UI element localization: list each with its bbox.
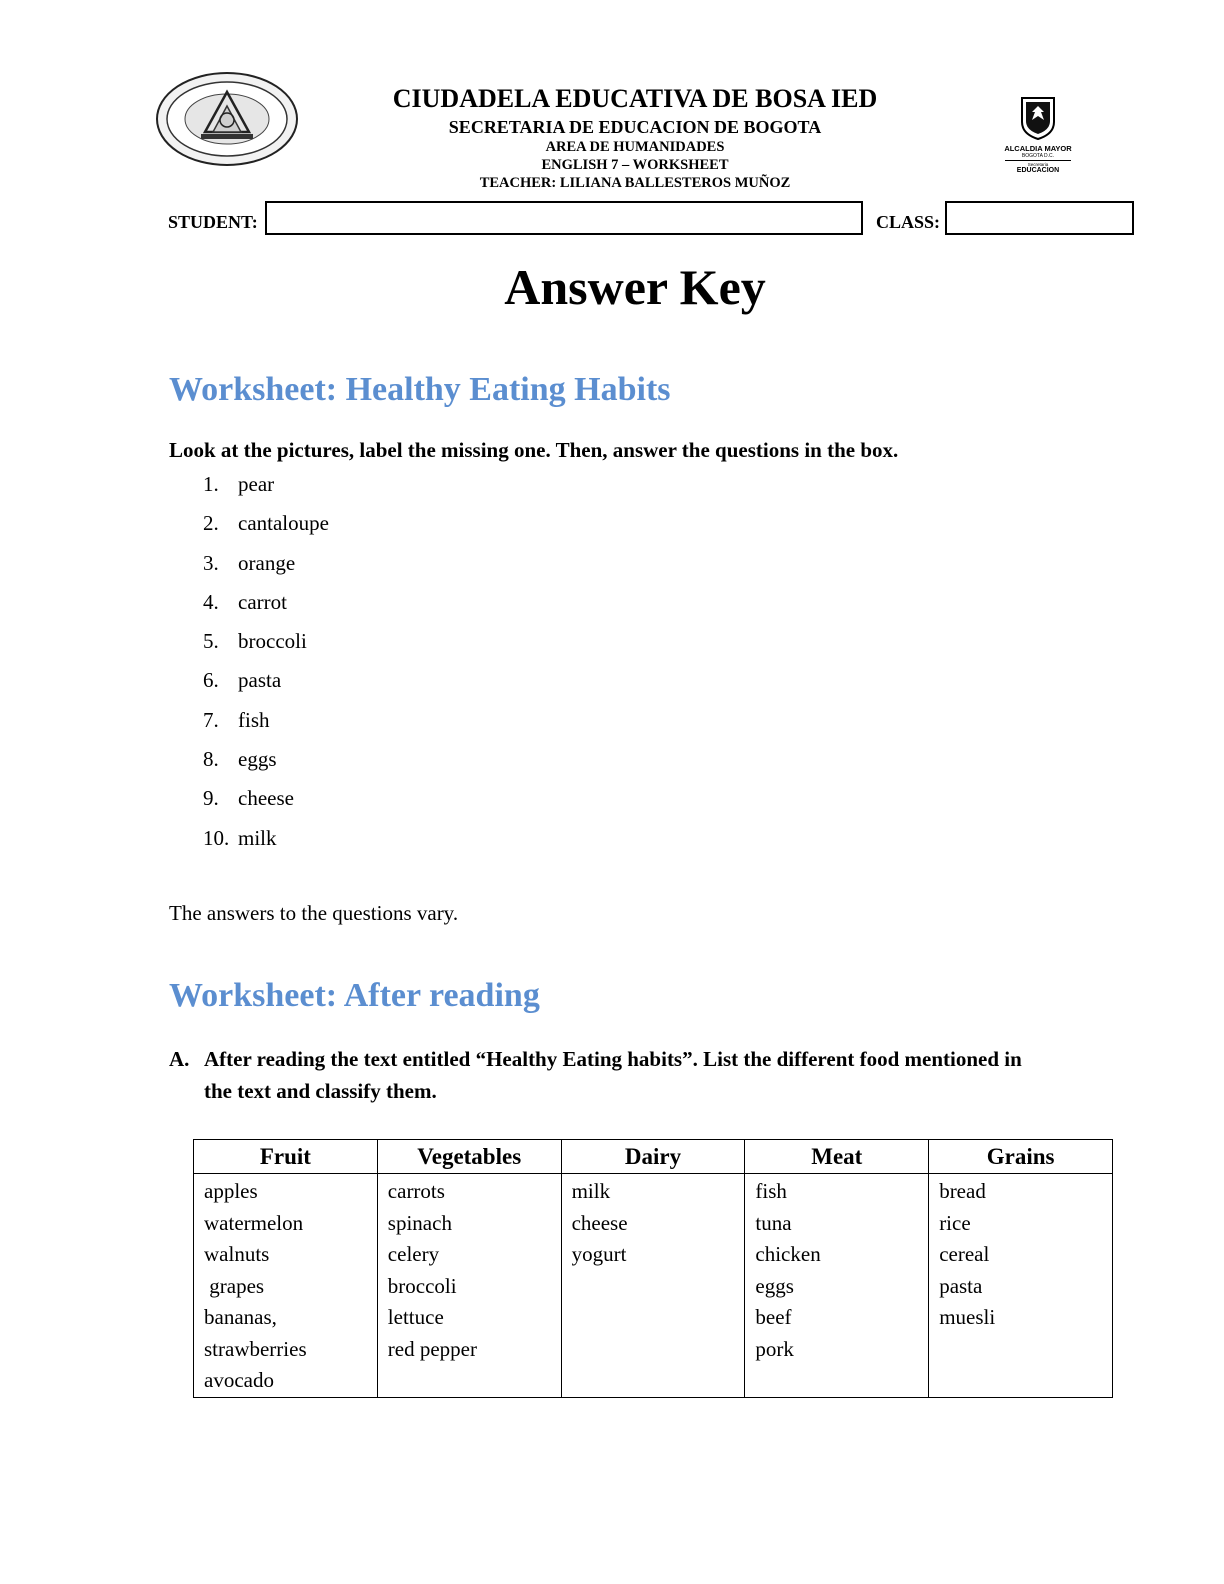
list-item-number: 10. [203, 825, 230, 850]
table-cell [745, 1174, 929, 1398]
table-entry: spinach [387, 1210, 452, 1235]
table-entry: carrots [387, 1179, 445, 1203]
class-label: CLASS: [876, 212, 941, 232]
teacher-line: TEACHER: LILIANA BALLESTEROS MUÑOZ [479, 175, 791, 191]
question-letter: A. [169, 1047, 190, 1071]
list-item-text: orange [238, 550, 296, 575]
secretaria-line: SECRETARIA DE EDUCACION DE BOGOTA [448, 117, 822, 137]
question-text: After reading the text entitled “Healthy Eating habits”. List the different food mentioned in the text and classify them. [204, 1047, 1022, 1103]
table-cell [377, 1174, 561, 1398]
table-entry: cheese [571, 1210, 628, 1235]
class-field[interactable] [945, 201, 1134, 235]
list-item-text: eggs [238, 747, 277, 772]
course-line: ENGLISH 7 – WORKSHEET [541, 157, 729, 173]
table-cell [194, 1174, 378, 1398]
table-header: Grains [929, 1140, 1113, 1174]
coat-of-arms-icon [1018, 96, 1058, 140]
alcaldia-line2: BOGOTA D.C. [1021, 153, 1055, 159]
table-entry: broccoli [387, 1273, 457, 1298]
table-entry: chicken [755, 1242, 821, 1266]
section-title-after-reading: Worksheet: After reading [169, 977, 540, 1014]
table-entry: fish [755, 1179, 787, 1203]
answers-vary-note: The answers to the questions vary. [169, 901, 459, 925]
list-item [203, 663, 329, 702]
table-entry: eggs [755, 1273, 794, 1298]
table-header: Fruit [194, 1140, 378, 1174]
table-entry: strawberries [204, 1336, 307, 1361]
table-entry: pork [755, 1336, 794, 1361]
table-cell [929, 1174, 1113, 1398]
list-item-number: 4. [203, 589, 219, 614]
list-item-text: pear [238, 472, 275, 496]
table-header: Meat [745, 1140, 929, 1174]
list-item-number: 9. [203, 786, 219, 811]
list-item [203, 742, 329, 781]
table-header: Vegetables [377, 1140, 561, 1174]
table-entry: rice [939, 1210, 971, 1235]
section-title-healthy-eating: Worksheet: Healthy Eating Habits [169, 371, 671, 408]
alcaldia-logo [998, 96, 1078, 178]
list-item-number: 5. [203, 629, 219, 654]
instruction-text: Look at the pictures, label the missing one. Then, answer the questions in the box. [169, 438, 899, 462]
table-header: Dairy [561, 1140, 745, 1174]
student-name-field[interactable] [265, 201, 863, 235]
list-item [203, 467, 329, 506]
school-name: CIUDADELA EDUCATIVA DE BOSA IED [392, 84, 878, 113]
table-entry: beef [755, 1305, 792, 1329]
table-entry: lettuce [387, 1305, 444, 1329]
list-item-number: 3. [203, 550, 219, 575]
table-entry: cereal [939, 1242, 990, 1266]
list-item-number: 2. [203, 511, 219, 536]
list-item-text: fish [238, 707, 270, 732]
table-entry: apples [204, 1179, 258, 1203]
table-entry: milk [571, 1179, 611, 1203]
list-item-number: 8. [203, 747, 219, 772]
table-cell [561, 1174, 745, 1398]
table-entry: walnuts [204, 1242, 270, 1266]
list-item-text: cheese [238, 786, 294, 811]
table-entry: celery [387, 1242, 440, 1266]
list-item-text: broccoli [238, 629, 307, 654]
list-item-number: 7. [203, 707, 219, 732]
table-entry: grapes [204, 1273, 265, 1298]
table-entry: tuna [755, 1210, 792, 1235]
list-item [203, 703, 329, 742]
alcaldia-line4: EDUCACION [1016, 167, 1060, 174]
area-line: AREA DE HUMANIDADES [545, 139, 725, 155]
student-label: STUDENT: [168, 212, 258, 232]
alcaldia-line3: Secretaria [1027, 162, 1049, 167]
list-item-text: milk [238, 825, 277, 850]
list-item-text: pasta [238, 668, 282, 693]
table-entry: watermelon [204, 1210, 304, 1235]
table-entry: bananas, [204, 1305, 277, 1329]
table-entry: bread [939, 1179, 986, 1203]
answer-list [203, 467, 329, 860]
list-item [203, 585, 329, 624]
table-entry: avocado [204, 1368, 274, 1392]
list-item-number: 1. [203, 472, 219, 496]
table-entry: muesli [939, 1305, 996, 1329]
list-item [203, 821, 329, 860]
table-entry: pasta [939, 1273, 983, 1298]
list-item [203, 624, 329, 663]
alcaldia-line1: ALCALDIA MAYOR [1004, 144, 1072, 153]
list-item-text: carrot [238, 589, 287, 614]
table-entry: yogurt [571, 1242, 627, 1266]
table-entry: red pepper [387, 1336, 477, 1361]
food-classification-table [193, 1139, 1113, 1398]
list-item [203, 781, 329, 820]
list-item-text: cantaloupe [238, 511, 329, 536]
list-item [203, 546, 329, 585]
list-item [203, 506, 329, 545]
list-item-number: 6. [203, 668, 219, 693]
page-title: Answer Key [504, 259, 766, 315]
